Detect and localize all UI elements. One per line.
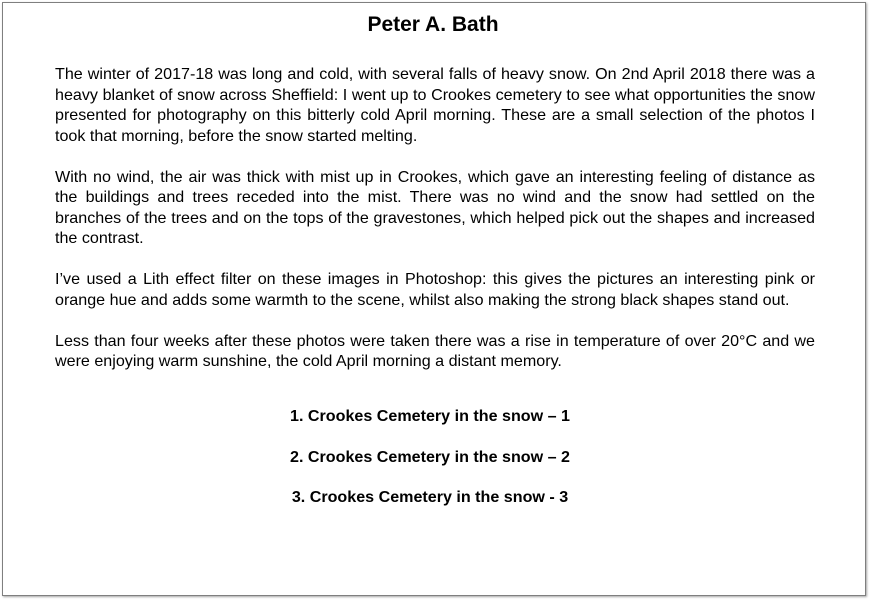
document-title: Peter A. Bath [367,13,499,36]
photo-title-1: 1. Crookes Cemetery in the snow – 1 [290,407,570,425]
photo-title-3: 3. Crookes Cemetery in the snow - 3 [291,488,569,506]
paragraph-lith-effect: I’ve used a Lith effect filter on these images in Photoshop: this gives the pictures an interesting pink or orange hue and adds some warmth to the scene, whilst also making the strong black shapes stand out. [55,270,815,309]
document-body [55,64,815,392]
paragraph-warm-weather: Less than four weeks after these photos were taken there was a rise in temperature of over 20°C and we were enjoying warm sunshine, the cold April morning a distant memory. [55,331,815,370]
paragraph-intro: The winter of 2017-18 was long and cold, with several falls of heavy snow. On 2nd April 2018 there was a heavy blanket of snow across Sheffield: I went up to Crookes cemetery to see what opportunities the snow presented for photography on this bitterly cold April morning. These are a small selection of the photos I took that morning, before the snow started melting. [55,65,815,145]
photo-title-2: 2. Crookes Cemetery in the snow – 2 [290,447,570,466]
photo-title-list [0,406,860,528]
paragraph-mist: With no wind, the air was thick with mist up in Crookes, which gave an interesting feeling of distance as the buildings and trees receded into the mist. There was no wind and the snow had settled on the branches of the trees and on the tops of the gravestones, which helped pick out the shapes and increased the contrast. [55,167,815,247]
